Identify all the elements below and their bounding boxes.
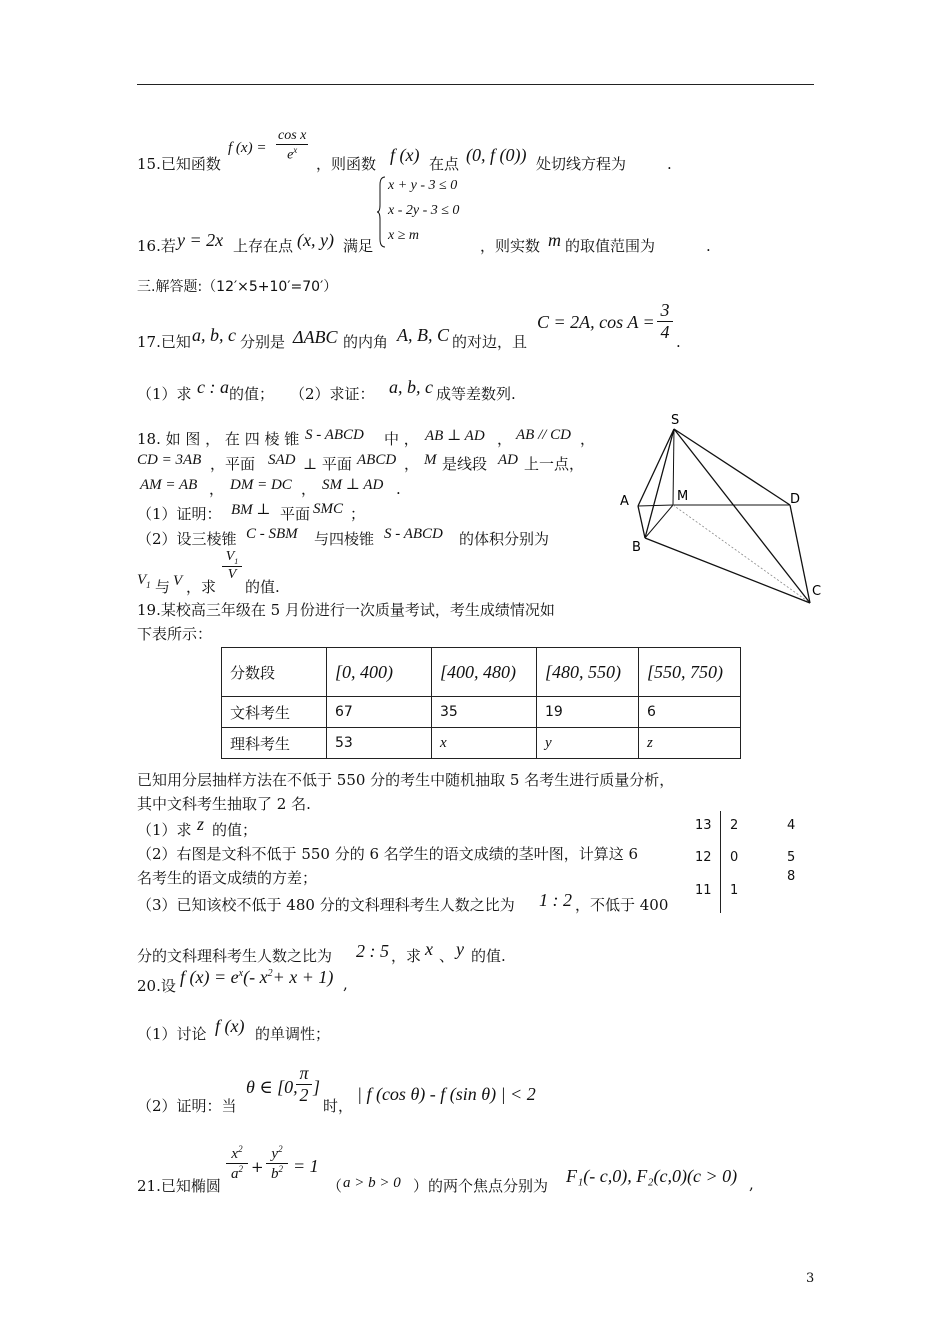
q20-p2b: θ ∈ [0, xyxy=(246,1077,298,1097)
q17-mid1: 分别是 xyxy=(240,333,286,351)
q20-prefix: 20.设 xyxy=(137,977,176,995)
label-C: C xyxy=(812,584,822,599)
q18-p1e: ； xyxy=(350,505,366,523)
q21-end: , xyxy=(749,1175,754,1193)
table-cell: 6 xyxy=(639,697,741,728)
edge-AM xyxy=(638,505,673,506)
q15-suffix: 处切线方程为 xyxy=(536,155,627,173)
table-cell: 35 xyxy=(432,697,537,728)
q19-p4f: y xyxy=(456,939,464,959)
q20-p2e: | f (cos θ) - f (sin θ) | < 2 xyxy=(357,1084,536,1104)
table-cell: 理科考生 xyxy=(222,728,327,759)
q20-p1c: 的单调性； xyxy=(255,1025,331,1043)
q16-suffix: 的取值范围为 xyxy=(565,237,656,255)
q18-l2d: ⊥ 平面 xyxy=(303,455,352,473)
leaf-value: 8 xyxy=(787,869,796,884)
q19-p3c: ，不低于 400 xyxy=(575,896,669,914)
q16-eq: y = 2x xyxy=(177,230,224,250)
q17-end: . xyxy=(676,333,681,351)
leaf-value: 4 xyxy=(787,818,796,833)
q20-p1a: （1）讨论 xyxy=(137,1025,207,1043)
q18-l2a: CD = 3AB xyxy=(137,452,202,468)
q17-cond: C = 2A, cos A = xyxy=(537,312,655,332)
q20-end: , xyxy=(343,975,348,993)
q19-line4: 其中文科考生抽取了 2 名. xyxy=(137,795,311,813)
q18-l2h: 是线段 xyxy=(442,455,488,473)
q15-fraction: $\frac{\text{cos x}}{e^x}$ xyxy=(278,128,307,163)
q15-end: . xyxy=(667,155,672,173)
q18-l1d: AB ⊥ AD xyxy=(425,428,485,444)
q18-l2c: SAD xyxy=(268,452,296,468)
q19-p3a: （3）已知该校不低于 480 分的文科理科考生人数之比为 xyxy=(137,896,515,914)
page-number: 3 xyxy=(806,1271,815,1286)
q17-mid2: 的内角 xyxy=(343,333,389,351)
q18-l2b: ，平面 xyxy=(210,455,256,473)
q18-l2j: 上一点， xyxy=(524,455,585,473)
table-header-cell: [400, 480) xyxy=(432,648,537,697)
q18-l3f: . xyxy=(396,480,401,498)
table-header-row xyxy=(222,648,741,697)
q16-mid1: 上存在点 xyxy=(233,237,294,255)
q18-p2d: S - ABCD xyxy=(384,526,443,542)
q18-l2i: AD xyxy=(498,452,518,468)
q17-part1: （1）求 xyxy=(137,385,192,403)
table-header-cell: 分数段 xyxy=(222,648,327,697)
q19-p4c: ，求 xyxy=(391,947,422,965)
q16-prefix: 16.若 xyxy=(137,237,176,255)
q19-line2: 下表所示： xyxy=(137,625,213,643)
leaf-value: 0 xyxy=(730,850,739,865)
stem-divider xyxy=(720,811,721,913)
q18-l2f: ， xyxy=(404,455,420,473)
q20-p2a: （2）证明：当 xyxy=(137,1097,237,1115)
q17-prefix: 17.已知 xyxy=(137,333,191,351)
table-cell: 19 xyxy=(537,697,639,728)
table-cell: 53 xyxy=(327,728,432,759)
q19-p2b: 名考生的语文成绩的方差； xyxy=(137,869,318,887)
q21-prefix: 21.已知椭圆 xyxy=(137,1177,221,1195)
score-table xyxy=(221,647,741,759)
q18-l3b: ， xyxy=(209,480,225,498)
table-cell: 文科考生 xyxy=(222,697,327,728)
table-row xyxy=(222,697,741,728)
q17-part2-end: 成等差数列. xyxy=(436,385,516,403)
q19-p4d: x xyxy=(425,939,433,959)
header-rule xyxy=(137,84,814,85)
q19-line1: 19.某校高三年级在 5 月份进行一次质量考试，考生成绩情况如 xyxy=(137,601,555,619)
q16-mid2: 满足 xyxy=(343,237,374,255)
edge-AB xyxy=(638,506,645,538)
q15-fx: f (x) = xyxy=(228,140,267,156)
q20-p1b: f (x) xyxy=(215,1016,245,1036)
q15-prefix: 15.已知函数 xyxy=(137,155,221,173)
q19-p4a: 分的文科理科考生人数之比为 xyxy=(137,947,333,965)
q17-triangle: ΔABC xyxy=(293,327,338,347)
label-S: S xyxy=(671,413,680,428)
q21-frac-x: $\frac{x^2}{a^2}$ xyxy=(226,1144,248,1183)
q19-p1b: z xyxy=(197,814,205,834)
q19-p4b: 2 : 5 xyxy=(356,941,389,961)
edge-SM xyxy=(673,429,674,505)
q18-p1b: BM ⊥ xyxy=(231,502,271,518)
q17-abc2: a, b, c xyxy=(389,377,433,397)
q16-brace-icon xyxy=(377,175,387,249)
q18-l2e: ABCD xyxy=(357,452,397,468)
q21-frac-y: $\frac{y^2}{b^2}$ xyxy=(266,1144,288,1183)
pyramid-figure xyxy=(615,408,830,608)
q17-ABC: A, B, C xyxy=(397,325,449,345)
q18-l2g: M xyxy=(424,452,437,468)
q18-p1d: SMC xyxy=(313,501,343,517)
q21-foci: F₁(- c,0), F₂(c,0)(c > 0) xyxy=(566,1166,738,1186)
q18-l3c: DM = DC xyxy=(230,477,292,493)
q17-part2: （2）求证： xyxy=(290,385,375,403)
stem-value: 11 xyxy=(695,883,712,898)
stem-value: 12 xyxy=(695,850,712,865)
q19-p1c: 的值； xyxy=(212,821,258,839)
q20-formula: f $(x) = e^x(-$ $x^2+ x + 1$) xyxy=(180,967,334,987)
edge-DC xyxy=(790,505,810,603)
q18-p3c: V xyxy=(173,573,183,589)
q18-p2a: （2）设三棱锥 xyxy=(137,530,237,548)
q18-p3e: 的值. xyxy=(245,578,280,596)
q18-p3a: $V_1$ xyxy=(137,572,151,590)
q18-l1e: ， xyxy=(497,430,513,448)
table-cell: x xyxy=(432,728,537,759)
q17-part1-end: 的值； xyxy=(229,385,275,403)
q18-p2c: 与四棱锥 xyxy=(314,530,375,548)
q17-fraction: $\frac{3}{4}$ xyxy=(657,300,673,343)
q16-end: . xyxy=(706,237,711,255)
q15-at-point: 在点 xyxy=(429,155,460,173)
table-header-cell: [480, 550) xyxy=(537,648,639,697)
leaf-value: 5 xyxy=(787,850,796,865)
q16-cond1: x + y - 3 ≤ 0 xyxy=(388,178,458,193)
q19-line3: 已知用分层抽样方法在不低于 550 分的考生中随机抽取 5 名考生进行质量分析， xyxy=(137,771,675,789)
table-row xyxy=(222,728,741,759)
section-3-title: 三.解答题:（12′×5+10′=70′） xyxy=(137,279,338,295)
leaf-value: 2 xyxy=(730,818,739,833)
q18-l1b: S - ABCD xyxy=(305,427,364,443)
label-D: D xyxy=(790,492,801,507)
table-header-cell: [0, 400) xyxy=(327,648,432,697)
q19-p4e: 、 xyxy=(439,947,455,965)
q19-p3b: 1 : 2 xyxy=(539,890,572,910)
label-A: A xyxy=(620,494,629,509)
q18-p1c: 平面 xyxy=(280,505,311,523)
stem-value: 13 xyxy=(695,818,712,833)
q21-cond-close: ）的两个焦点分别为 xyxy=(413,1177,549,1195)
q18-l1a: 18. 如 图 ， 在 四 棱 锥 xyxy=(137,430,300,448)
q15-fx2: f (x) xyxy=(390,145,420,165)
q16-point: (x, y) xyxy=(297,230,334,250)
q18-p2e: 的体积分别为 xyxy=(459,530,550,548)
q19-p4g: 的值. xyxy=(471,947,506,965)
q15-mid: ，则函数 xyxy=(316,155,377,173)
table-cell: 67 xyxy=(327,697,432,728)
q18-p2b: C - SBM xyxy=(246,526,298,542)
table-header-cell: [550, 750) xyxy=(639,648,741,697)
q18-l3a: AM = AB xyxy=(140,477,198,493)
q16-var: m xyxy=(548,230,561,250)
q18-volume-fraction: $\frac{V_1}{V}$ xyxy=(222,549,242,583)
q18-l1f: AB // CD xyxy=(516,427,571,443)
table-cell: y xyxy=(537,728,639,759)
q16-cond3: x ≥ m xyxy=(388,228,420,243)
q21-eq1: = 1 xyxy=(293,1156,319,1176)
q21-plus: + xyxy=(251,1158,264,1176)
label-B: B xyxy=(632,540,641,555)
edge-SD xyxy=(674,429,790,505)
q21-cond-open: （ xyxy=(327,1177,343,1195)
q20-fraction: $\frac{\pi}{2}$ xyxy=(296,1063,312,1106)
q19-p1a: （1）求 xyxy=(137,821,192,839)
q18-l1c: 中 ， xyxy=(384,430,419,448)
q18-l3e: SM ⊥ AD xyxy=(322,477,384,493)
q17-ratio: c : a xyxy=(197,377,229,397)
q20-p2c: ] xyxy=(313,1077,321,1097)
q15-point: (0, f (0)) xyxy=(466,145,527,165)
q18-l3d: ， xyxy=(301,480,317,498)
label-M: M xyxy=(677,489,689,504)
q16-mid3: ，则实数 xyxy=(480,237,541,255)
q18-l1g: ， xyxy=(580,430,596,448)
q16-cond2: x - 2y - 3 ≤ 0 xyxy=(388,203,460,218)
table-cell: z xyxy=(639,728,741,759)
q20-p2d: 时， xyxy=(323,1097,354,1115)
q17-mid3: 的对边，且 xyxy=(452,333,528,351)
q18-p3b: 与 xyxy=(155,578,171,596)
edge-MC xyxy=(673,505,810,603)
q19-p2a: （2）右图是文科不低于 550 分的 6 名学生的语文成绩的茎叶图，计算这 6 xyxy=(137,845,639,863)
q21-cond: a > b > 0 xyxy=(343,1175,401,1191)
q17-abc: a, b, c xyxy=(192,325,236,345)
q18-p1a: （1）证明： xyxy=(137,505,222,523)
q18-p3d: ，求 xyxy=(186,578,217,596)
leaf-value: 1 xyxy=(730,883,739,898)
